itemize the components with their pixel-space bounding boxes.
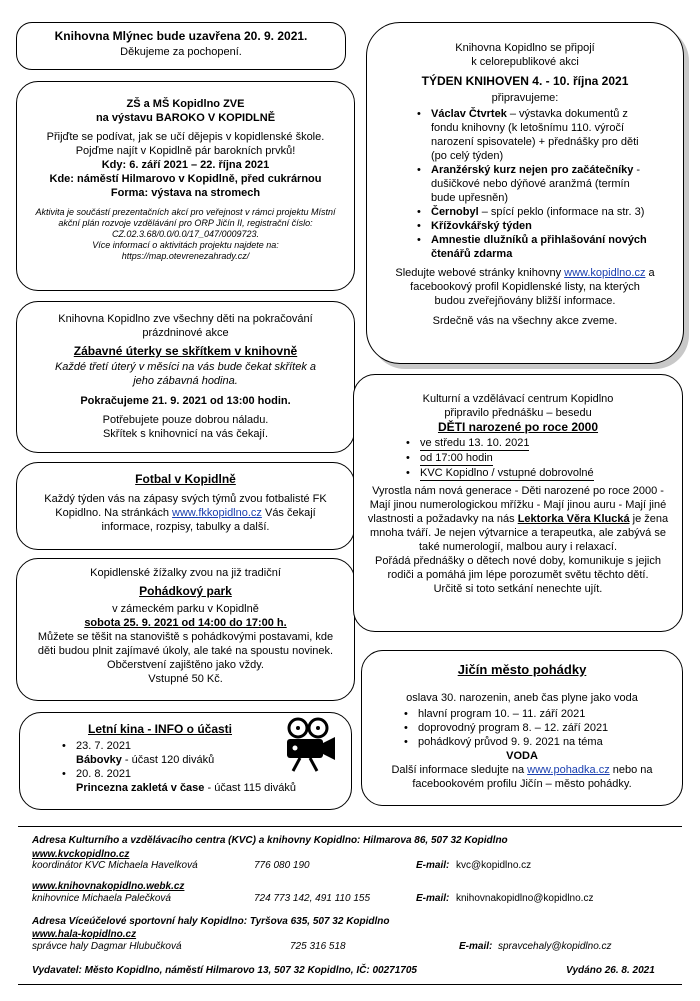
lib-email[interactable]: knihovnakopidlno@kopidlno.cz: [456, 893, 594, 904]
jicin-item: • hlavní program 10. – 11. září 2021: [418, 707, 682, 721]
tyden-item: • Aranžérský kurz nejen pro začátečníky - dušičkové nebo dýňové aranžmá (termín bude upřesněn): [431, 163, 655, 205]
baroko-when: Kdy: 6. září 2021 – 22. října 2021: [101, 159, 270, 171]
park-fee: Vstupné 50 Kč.: [148, 673, 223, 685]
baroko-note1: Aktivita je součástí prezentačních akcí pro veřejnost v rámci projektu Místní akční plán rozvoje vzdělávání pro ORP Jičín II, registrační číslo: CZ.02.3.68/0.0/0.0/17_047/0009723.: [35, 207, 336, 239]
kopidlno-link[interactable]: www.kopidlno.cz: [564, 267, 646, 279]
kvc-phone: 776 080 190: [254, 860, 310, 871]
baroko-note2: Více informací o aktivitách projektu najdete na:: [92, 240, 279, 250]
park-place: v zámeckém parku v Kopidlně: [112, 603, 259, 615]
deti-intro2: připravilo přednášku – besedu: [444, 407, 592, 419]
deti-item: • od 17:00 hodin: [420, 451, 493, 466]
kvc-email-label: E-mail:: [416, 860, 450, 871]
hala-email-label: E-mail:: [459, 941, 493, 952]
kino-item: • 20. 8. 2021 Princezna zakletá v čase - účast 115 diváků: [76, 767, 296, 795]
deti-title: DĚTI narozené po roce 2000: [437, 420, 599, 434]
baroko-title2: na výstavu BAROKO V KOPIDLNĚ: [95, 112, 276, 124]
hala-web-link[interactable]: www.hala-kopidlno.cz: [32, 929, 137, 940]
park-intro: Kopidlenské žížalky zvou na již tradiční: [90, 567, 281, 579]
jicin-item: • doprovodný program 8. – 12. září 2021: [418, 721, 682, 735]
hala-address: Adresa Víceúčelové sportovní haly Kopidlno: Tyršova 635, 507 32 Kopidlno: [32, 916, 390, 927]
tyden-closing: Srdečně vás na všechny akce zveme.: [432, 315, 618, 327]
tyden-item: • Amnestie dlužníků a přihlašování nových čtenářů zdarma: [431, 233, 655, 261]
deti-text4: Určitě si toto setkání nenechte ujít.: [433, 583, 603, 595]
deti-text3: Pořádá přednášky o dětech nové doby, komunikuje s jejich rodiči a pomáhá jim lépe porozumět světu těchto dětí.: [375, 555, 661, 581]
tyden-intro1: Knihovna Kopidlno se připojí: [455, 42, 595, 54]
kvc-person: koordinátor KVC Michaela Havelková: [32, 860, 198, 871]
baroko-where: Kde: náměstí Hilmarovo v Kopidlně, před cukrárnou: [49, 173, 322, 185]
tyden-intro2: k celorepublikové akci: [471, 56, 579, 68]
park-text: Můžete se těšit na stanoviště s pohádkovými postavami, kde děti budou plnit zajímavé úkoly, ale také na spoustu novinek. Občerstvení zajištěno jako vždy.: [37, 631, 334, 671]
kvc-email[interactable]: kvc@kopidlno.cz: [456, 860, 532, 871]
pohadka-link[interactable]: www.pohadka.cz: [527, 764, 610, 776]
deti-intro1: Kulturní a vzdělávací centrum Kopidlno: [422, 393, 614, 405]
hala-phone: 725 316 518: [290, 941, 346, 952]
jicin-theme: VODA: [506, 750, 538, 762]
footer-bottom-divider: [18, 984, 682, 985]
deti-lektor: Lektorka Věra Klucká: [517, 513, 630, 525]
fotbal-title: Fotbal v Kopidlně: [135, 472, 236, 486]
publisher: Vydavatel: Město Kopidlno, náměstí Hilmarovo 13, 507 32 Kopidlno, IČ: 00271705: [32, 965, 417, 976]
lib-web-link[interactable]: www.knihovnakopidlno.webk.cz: [32, 881, 185, 892]
utery-continue: Pokračujeme 21. 9. 2021 od 13:00 hodin.: [80, 395, 291, 407]
hala-person: správce haly Dagmar Hlubučková: [32, 941, 182, 952]
lib-phone: 724 773 142, 491 110 155: [254, 893, 371, 904]
deti-item: • ve středu 13. 10. 2021: [420, 436, 529, 451]
baroko-intro: Přijďte se podívat, jak se učí dějepis v kopidlenské škole. Pojďme najít v Kopidlně pár barokních prvků!: [46, 131, 325, 157]
fotbal-link[interactable]: www.fkkopidlno.cz: [172, 507, 262, 519]
baroko-link[interactable]: https://map.otevrenezahrady.cz/: [121, 251, 250, 261]
utery-need1: Potřebujete pouze dobrou náladu.: [102, 414, 269, 426]
utery-title: Zábavné úterky se skřítkem v knihovně: [73, 344, 298, 358]
park-title: Pohádkový park: [139, 584, 232, 598]
jicin-more: Další informace sledujte na www.pohadka.cz nebo na facebookovém profilu Jičín – město pohádky.: [391, 764, 653, 790]
utery-desc: Každé třetí úterý v měsíci na vás bude čekat skřítek a jeho zábavná hodina.: [54, 361, 317, 387]
tyden-title: TÝDEN KNIHOVEN 4. - 10. října 2021: [421, 74, 629, 88]
tyden-item: • Černobyl – spící peklo (informace na str. 3): [431, 205, 655, 219]
kvc-address: Adresa Kulturního a vzdělávacího centra (KVC) a knihovny Kopidlno: Hilmarova 86, 507 32 Kopidlno: [32, 835, 508, 846]
tyden-follow: Sledujte webové stránky knihovny www.kopidlno.cz a facebookový profil Kopidlenské listy, na kterých budou zveřejňovány bližší informace.: [395, 267, 655, 307]
utery-intro: Knihovna Kopidlno zve všechny děti na pokračování prázdninové akce: [58, 313, 313, 339]
tyden-prep: připravujeme:: [491, 92, 559, 104]
jicin-sub: oslava 30. narozenin, aneb čas plyne jako voda: [406, 692, 638, 704]
tyden-item: • Václav Čtvrtek – výstavka dokumentů z fondu knihovny (k letošnímu 110. výročí narození spisovatele) + přednášky pro děti (po celý týden): [431, 107, 655, 163]
jicin-title: Jičín město pohádky: [457, 662, 587, 677]
jicin-item: • pohádkový průvod 9. 9. 2021 na téma: [418, 735, 682, 749]
baroko-form: Forma: výstava na stromech: [110, 187, 261, 199]
lib-email-label: E-mail:: [416, 893, 450, 904]
closure-thanks: Děkujeme za pochopení.: [120, 46, 242, 58]
deti-text: Vyrostla nám nová generace - Děti narozené po roce 2000 - Mají jinou numerologickou mřížku - Mají jinou auru - Mají jiné vlastnosti a požadavky na nás Lektorka Věra Klucká je žena mnoha tváří. Je nejen výtvarnice a terapeutka, ale zabývá se také numerologií, malbou aury i relaxací.: [367, 485, 669, 553]
issued-date: Vydáno 26. 8. 2021: [566, 965, 655, 976]
utery-need2: Skřítek s knihovnicí na vás čekají.: [102, 428, 269, 440]
kino-title: Letní kina - INFO o účasti: [87, 722, 233, 736]
kvc-web-link[interactable]: www.kvckopidlno.cz: [32, 849, 130, 860]
deti-item: • KVC Kopidlno / vstupné dobrovolné: [420, 466, 594, 481]
park-date: sobota 25. 9. 2021 od 14:00 do 17:00 h.: [84, 617, 287, 629]
lib-person: knihovnice Michaela Palečková: [32, 893, 171, 904]
baroko-title1: ZŠ a MŠ Kopidlno ZVE: [126, 98, 245, 110]
kino-item: • 23. 7. 2021 Bábovky - účast 120 diváků: [76, 739, 296, 767]
closure-title: Knihovna Mlýnec bude uzavřena 20. 9. 2021.: [54, 29, 308, 43]
hala-email[interactable]: spravcehaly@kopidlno.cz: [498, 941, 612, 952]
tyden-item: • Křížovkářský týden: [431, 219, 655, 233]
fotbal-text: Každý týden vás na zápasy svých týmů zvou fotbalisté FK Kopidlno. Na stránkách www.fkkopidlno.cz Vás čekají informace, rozpisy, tabulky a další.: [44, 493, 327, 533]
